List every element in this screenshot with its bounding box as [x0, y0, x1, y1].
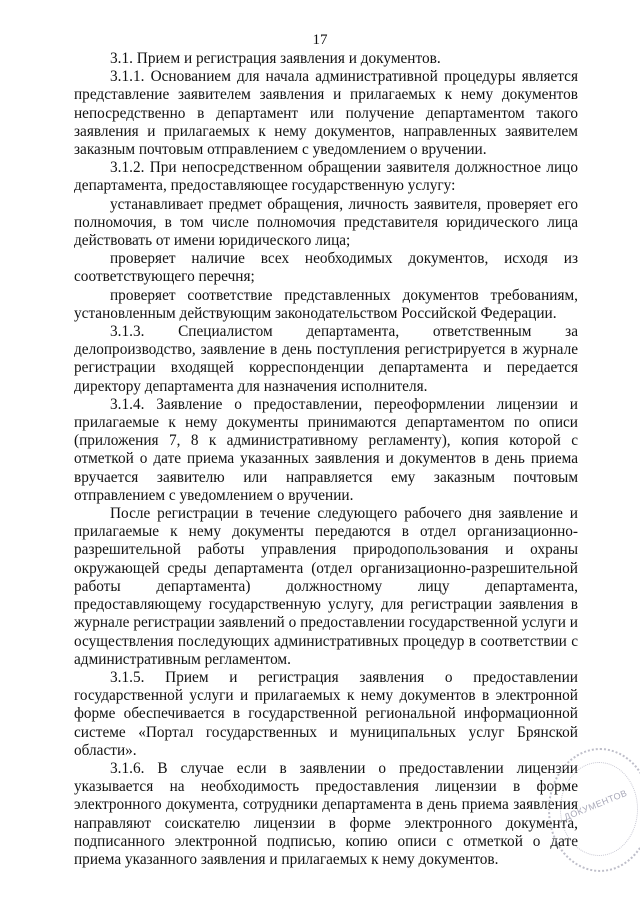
paragraph-3-1-3: 3.1.3. Специалистом департамента, ответственным за делопроизводство, заявление в день поступления регистрируется в журнале регистрации входящей корреспонденции департамента и передается директору департамента для назначения исполнителя. [74, 323, 578, 395]
paragraph-3-1-4: 3.1.4. Заявление о предоставлении, переоформлении лицензии и прилагаемые к нему документы принимаются департаментом по описи (приложения 7, 8 к административному регламенту), копия которой с отметкой о дате приема указанных заявления и документов в день приема вручается заявителю или направляется ему заказным почтовым отправлением с уведомлением о вручении. [74, 395, 578, 504]
paragraph-checks-documents: проверяет наличие всех необходимых документов, исходя из соответствующего перечня; [74, 250, 578, 286]
paragraph-checks-compliance: проверяет соответствие представленных документов требованиям, установленным действующим законодательством Российской Федерации. [74, 286, 578, 322]
paragraph-establishes: устанавливает предмет обращения, личность заявителя, проверяет его полномочия, в том числе полномочия представителя юридического лица действовать от имени юридического лица; [74, 195, 578, 250]
stamp-text: ДОКУМЕНТОВ [562, 787, 629, 823]
paragraph-3-1-6: 3.1.6. В случае если в заявлении о предоставлении лицензии указывается на необходимость предоставления лицензии в форме электронного документа, сотрудники департамента в день приема заявления направляют соискателю лицензии в форме электронного документа, подписанного электронной подписью, копию описи с отметкой о дате приема указанного заявления и прилагаемых к нему документов. [74, 759, 578, 868]
paragraph-after-registration: После регистрации в течение следующего рабочего дня заявление и прилагаемые к нему документы передаются в отдел организационно-разрешительной работы управления природопользования и охраны окружающей среды департамента (отдел организационно-разрешительной работы департамента) должностному лицу департамента, предоставляющему государственную услугу, для регистрации заявления в журнале регистрации заявлений о предоставлении государственной услуги и осуществления последующих административных процедур в соответствии с административным регламентом. [74, 505, 578, 668]
paragraph-3-1: 3.1. Прием и регистрация заявления и документов. [110, 50, 441, 67]
paragraph-3-1-1: 3.1.1. Основанием для начала административной процедуры является представление заявителем заявления и прилагаемых к нему документов непосредственно в департамент или получение департаментом такого заявления и прилагаемых к нему документов, направленных заявителем заказным почтовым отправлением с уведомлением о вручении. [74, 68, 578, 159]
paragraph-3-1-2: 3.1.2. При непосредственном обращении заявителя должностное лицо департамента, предоставляющее государственную услугу: [74, 159, 578, 195]
paragraph-3-1-5: 3.1.5. Прием и регистрация заявления о предоставлении государственной услуги и прилагаемых к нему документов в электронной форме обеспечивается в государственной региональной информационной системе «Портал государственных и муниципальных услуг Брянской области». [74, 668, 578, 759]
page-number: 17 [312, 32, 328, 48]
document-body [74, 50, 578, 869]
